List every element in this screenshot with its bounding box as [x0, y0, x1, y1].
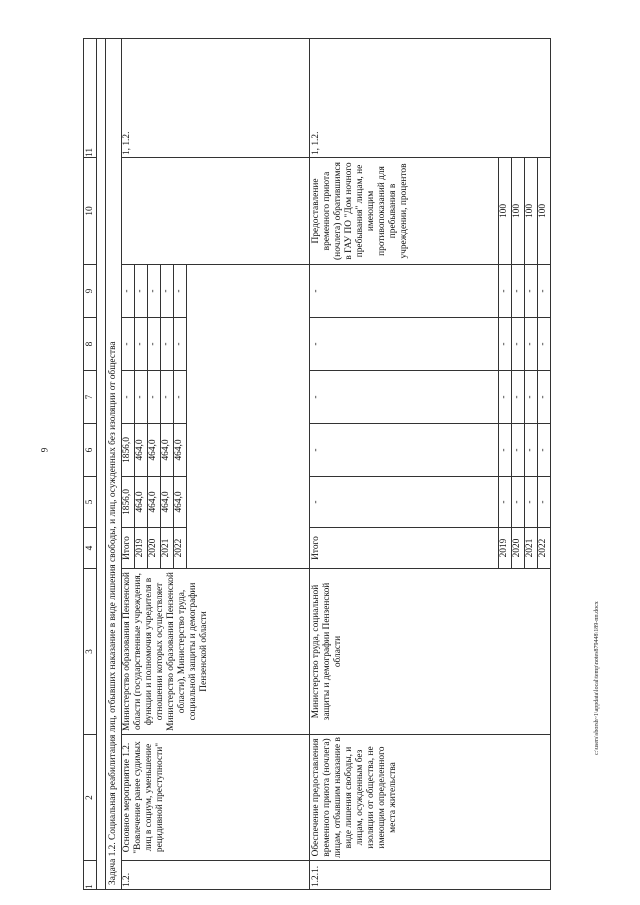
value-cell: -	[499, 477, 512, 528]
value-cell: 1856,0	[122, 477, 135, 528]
col-num-1: 1	[84, 861, 97, 890]
result-value: 100	[525, 158, 538, 265]
year-cell: 2021	[525, 528, 538, 569]
value-cell: -	[135, 318, 148, 371]
activity-name: Обеспечение предоставления временного приюта (ночлега) лицам, отбывшим наказание в виде лишения свободы, и лицам, осужденным без изоляции от общества, не имеющим определенного места жительства	[310, 735, 551, 861]
value-cell: -	[148, 371, 161, 424]
year-cell: 2020	[148, 528, 161, 569]
col-num-2: 2	[84, 735, 97, 861]
filler-cell	[187, 265, 310, 569]
value-cell: -	[161, 371, 174, 424]
value-cell: -	[174, 371, 187, 424]
result-cell: Предоставление временного приюта (ночлега) обратившимся в ГАУ ПО "Дом ночного пребывания" лицам, не имеющим противопоказаний для пребывания в учреждении, процентов	[310, 158, 499, 265]
indicator-cell: 1, 1.2.	[310, 39, 551, 158]
result-value: 100	[499, 158, 512, 265]
value-cell: 464,0	[148, 477, 161, 528]
col-num-5: 5	[84, 477, 97, 528]
value-cell: 464,0	[174, 477, 187, 528]
executor: Министерство труда, социальной защиты и демографии Пензенской области	[310, 569, 551, 735]
footer-file-path: c:\users\sborsh~1\appdata\local\temp\notes879448\189-пп.docx	[594, 601, 600, 755]
value-cell: -	[499, 265, 512, 318]
result-value: 100	[538, 158, 551, 265]
value-cell: -	[512, 477, 525, 528]
value-cell: -	[310, 371, 499, 424]
year-cell: 2020	[512, 528, 525, 569]
value-cell: -	[525, 371, 538, 424]
spacer-cell	[97, 39, 106, 890]
year-cell: 2021	[161, 528, 174, 569]
empty-spacer-row	[97, 39, 106, 890]
table-row	[122, 39, 135, 890]
value-cell: 464,0	[161, 424, 174, 477]
value-cell: -	[135, 265, 148, 318]
col-num-9: 9	[84, 265, 97, 318]
task-row	[106, 39, 122, 890]
year-cell: Итого	[122, 528, 135, 569]
value-cell: -	[310, 318, 499, 371]
value-cell: -	[538, 424, 551, 477]
value-cell: -	[122, 318, 135, 371]
value-cell: -	[122, 371, 135, 424]
value-cell: -	[525, 477, 538, 528]
row-number: 1.2.	[122, 861, 310, 890]
value-cell: -	[525, 318, 538, 371]
value-cell: -	[538, 265, 551, 318]
col-num-7: 7	[84, 371, 97, 424]
program-table	[83, 38, 551, 890]
value-cell: -	[161, 265, 174, 318]
col-num-8: 8	[84, 318, 97, 371]
value-cell: -	[161, 318, 174, 371]
year-cell: 2019	[135, 528, 148, 569]
result-cell	[122, 158, 310, 265]
value-cell: -	[512, 424, 525, 477]
year-cell: Итого	[310, 528, 499, 569]
value-cell: -	[135, 371, 148, 424]
year-cell: 2022	[174, 528, 187, 569]
value-cell: 464,0	[135, 424, 148, 477]
col-num-4: 4	[84, 528, 97, 569]
col-num-10: 10	[84, 158, 97, 265]
row-number: 1.2.1.	[310, 861, 551, 890]
executor: Министерство образования Пензенской области (государственные учреждения, функции и полномочия учредителя в отношении которых осуществляет Министерство образования Пензенской области), Министерство труда, социальной защиты и демографии Пензенской области	[122, 569, 310, 735]
result-value: 100	[512, 158, 525, 265]
value-cell: -	[499, 424, 512, 477]
value-cell: -	[310, 424, 499, 477]
task-title: Задача 1.2. Социальная реабилитация лиц, отбывших наказание в виде лишения свободы, и лиц, осужденных без изоляции от общества	[106, 39, 122, 890]
value-cell: -	[174, 265, 187, 318]
value-cell: -	[538, 371, 551, 424]
year-cell: 2022	[538, 528, 551, 569]
value-cell: -	[122, 265, 135, 318]
activity-name: Основное мероприятие 1.2. "Вовлечение ранее судимых лиц в социум, уменьшение рецидивной преступности"	[122, 735, 310, 861]
value-cell: -	[525, 265, 538, 318]
rotated-page	[83, 50, 583, 890]
col-num-3: 3	[84, 569, 97, 735]
year-cell: 2019	[499, 528, 512, 569]
page-number: 9	[39, 447, 50, 453]
col-num-11: 11	[84, 39, 97, 158]
value-cell: -	[148, 318, 161, 371]
value-cell: -	[148, 265, 161, 318]
value-cell: 464,0	[174, 424, 187, 477]
table-row	[310, 39, 499, 890]
value-cell: -	[512, 318, 525, 371]
value-cell: -	[538, 318, 551, 371]
value-cell: -	[512, 265, 525, 318]
value-cell: 464,0	[135, 477, 148, 528]
value-cell: -	[310, 477, 499, 528]
value-cell: 464,0	[161, 477, 174, 528]
column-number-row	[84, 39, 97, 890]
value-cell: -	[310, 265, 499, 318]
value-cell: -	[174, 318, 187, 371]
value-cell: -	[499, 318, 512, 371]
value-cell: -	[525, 424, 538, 477]
value-cell: 1856,0	[122, 424, 135, 477]
value-cell: -	[512, 371, 525, 424]
indicator-cell: 1, 1.2.	[122, 39, 310, 158]
col-num-6: 6	[84, 424, 97, 477]
value-cell: -	[499, 371, 512, 424]
value-cell: 464,0	[148, 424, 161, 477]
value-cell: -	[538, 477, 551, 528]
